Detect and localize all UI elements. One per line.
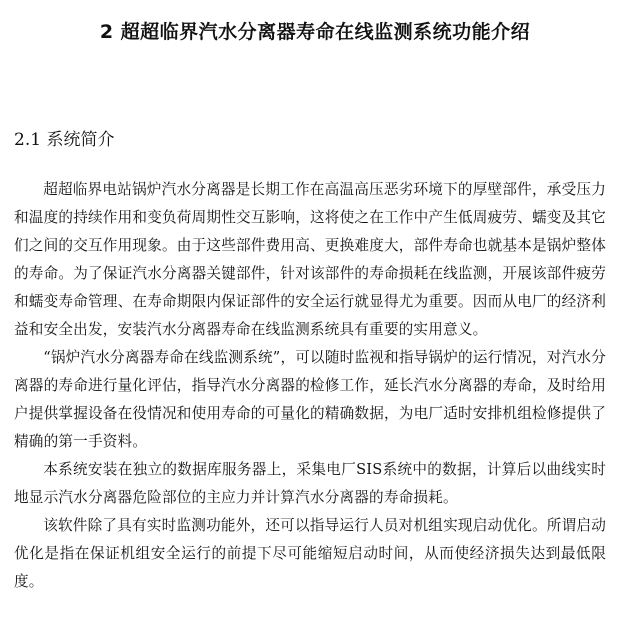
- paragraph-startup-optimization: 该软件除了具有实时监测功能外，还可以指导运行人员对机组实现启动优化。所谓启动优化是指在保证机组安全运行的前提下尽可能缩短启动时间，从而使经济损失达到最低限度。: [14, 517, 606, 590]
- paragraph-intro: 超超临界电站锅炉汽水分离器是长期工作在高温高压恶劣环境下的厚壁部件，承受压力和温度的持续作用和变负荷周期性交互影响，这将使之在工作中产生低周疲劳、蠕变及其它们之间的交互作用现象。由于这些部件费用高、更换难度大，部件寿命也就基本是锅炉整体的寿命。为了保证汽水分离器关键部件，针对该部件的寿命损耗在线监测，开展该部件疲劳和蠕变寿命管理、在寿命期限内保证部件的安全运行就显得尤为重要。因而从电厂的经济利益和安全出发，安装汽水分离器寿命在线监测系统具有重要的实用意义。: [14, 181, 606, 338]
- paragraph-installation: 本系统安装在独立的数据库服务器上，采集电厂SIS系统中的数据，计算后以曲线实时地显示汽水分离器危险部位的主应力并计算汽水分离器的寿命损耗。: [14, 461, 606, 506]
- section-title: 2.1 系统简介: [14, 130, 115, 150]
- paragraph-system-purpose: “锅炉汽水分离器寿命在线监测系统”，可以随时监视和指导锅炉的运行情况，对汽水分离器的寿命进行量化评估，指导汽水分离器的检修工作，延长汽水分离器的寿命，及时给用户提供掌握设备在役情况和使用寿命的可量化的精确数据，为电厂适时安排机组检修提供了精确的第一手资料。: [14, 349, 606, 450]
- section-body: [14, 176, 606, 596]
- chapter-title: 2 超超临界汽水分离器寿命在线监测系统功能介绍: [99, 21, 531, 43]
